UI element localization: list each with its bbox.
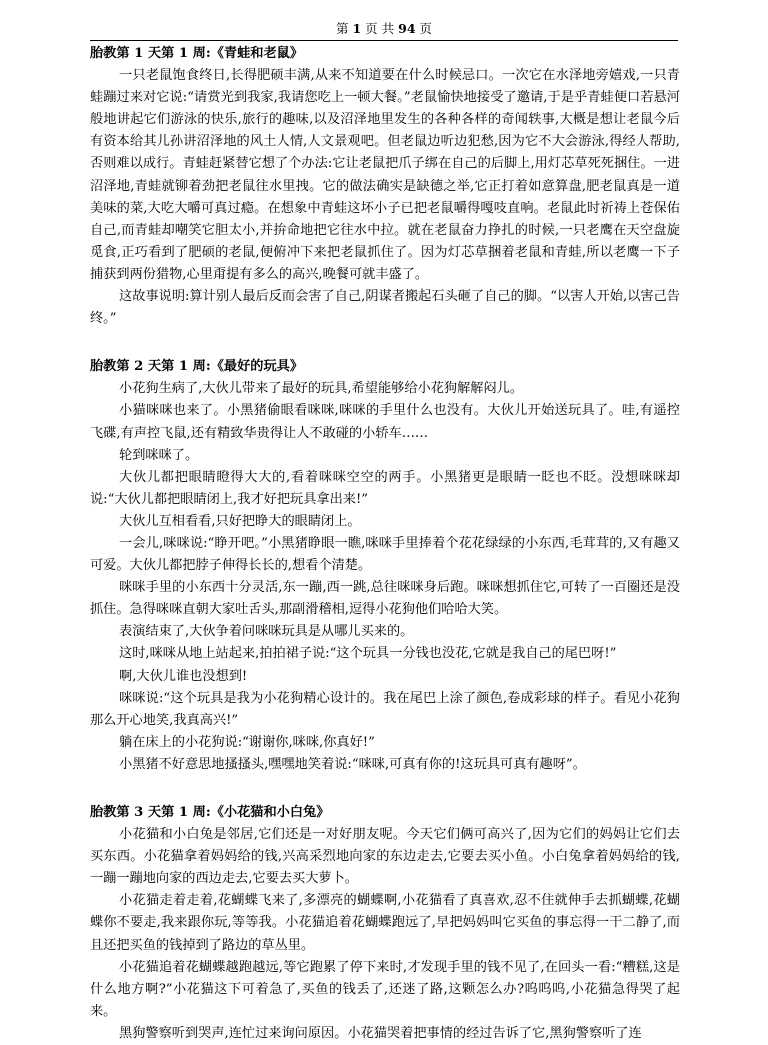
paragraph: 咪咪说:“这个玩具是我为小花狗精心设计的。我在尾巴上涂了颜色,卷成彩球的样子。看见小花狗那么开心地笑,我真高兴!” (90, 690, 680, 728)
section-gap (90, 776, 680, 802)
paragraph: 表演结束了,大伙争着问咪咪玩具是从哪儿买来的。 (119, 624, 414, 640)
page-total: 94 (398, 21, 416, 36)
section-title: 胎教第 2 天第 1 周:《最好的玩具》 (90, 359, 304, 375)
paragraph: 小花猫走着走着,花蝴蝶飞来了,多漂亮的蝴蝶啊,小花猫看了真喜欢,忍不住就伸手去抓蝴蝶,花蝴蝶你不要走,我来跟你玩,等等我。小花猫追着花蝴蝶跑远了,早把妈妈叫它买鱼的事忘得一干二静了,而且还把买鱼的钱掉到了路边的草丛里。 (90, 893, 680, 953)
paragraph: 轮到咪咪了。 (119, 447, 199, 463)
paragraph: 躺在床上的小花狗说:“谢谢你,咪咪,你真好!” (119, 734, 375, 750)
section-title: 胎教第 1 天第 1 周:《青蛙和老鼠》 (90, 46, 304, 61)
document-body (90, 43, 680, 1045)
paragraph: 啊,大伙儿谁也没想到! (119, 668, 248, 684)
paragraph: 大伙儿都把眼睛瞪得大大的,看着咪咪空空的两手。小黑猪更是眼睛一眨也不眨。没想咪咪却说:“大伙儿都把眼睛闭上,我才好把玩具拿出来!” (90, 469, 680, 507)
paragraph: 小黑猪不好意思地搔搔头,嘿嘿地笑着说:“咪咪,可真有你的!这玩具可真有趣呀”。 (119, 756, 586, 772)
paragraph: 小花猫追着花蝴蝶越跑越远,等它跑累了停下来时,才发现手里的钱不见了,在回头一看:“糟糕,这是什么地方啊?”小花猫这下可着急了,买鱼的钱丢了,还迷了路,这颗怎么办?呜呜呜,小花猫急得哭了起来。 (90, 959, 680, 1019)
paragraph: 大伙儿互相看看,只好把睁大的眼睛闭上。 (119, 513, 361, 529)
page-label-pre: 第 (335, 21, 349, 36)
paragraph: 小花狗生病了,大伙儿带来了最好的玩具,希望能够给小花狗解解闷儿。 (119, 381, 524, 397)
page-number: 1 (352, 21, 362, 36)
page-label-post: 页 (419, 21, 433, 36)
section-title: 胎教第 3 天第 1 周:《小花猫和小白兔》 (90, 805, 330, 820)
paragraph: 一只老鼠饱食终日,长得肥硕丰满,从来不知道要在什么时候忌口。一次它在水泽地旁嬉戏,一只青蛙蹦过来对它说:“请赏光到我家,我请您吃上一顿大餐。”老鼠愉快地接受了邀请,于是乎青蛙便口若悬河般地讲起它们游泳的快乐,旅行的趣味,以及沼泽地里发生的各种各样的奇闻轶事,大概是想让老鼠今后有资本给其儿孙讲沼泽地的风土人情,人文景观吧。但老鼠边听边犯愁,因为它不大会游泳,得经人帮助,否则难以成行。青蛙赶紧替它想了个办法:它让老鼠把爪子绑在自己的后脚上,用灯芯草死死捆住。一进沼泽地,青蛙就铆着劲把老鼠往水里拽。它的做法确实是缺德之举,它正打着如意算盘,肥老鼠真是一道美味的菜,大吃大嚼可真过瘾。在想象中青蛙这坏小子已把老鼠嚼得嘎吱直响。老鼠此时祈祷上苍保佑自己,而青蛙却嘲笑它胆太小,并拚命地把它往水中拉。就在老鼠奋力挣扎的时候,一只老鹰在天空盘旋觅食,正巧看到了肥硕的老鼠,便俯冲下来把老鼠抓住了。因为灯芯草捆着老鼠和青蛙,所以老鹰一下子捕获到两份猎物,心里甭提有多么的高兴,晚餐可就丰盛了。 (90, 68, 680, 282)
section-gap (90, 330, 680, 356)
paragraph: 咪咪手里的小东西十分灵活,东一蹦,西一跳,总往咪咪身后跑。咪咪想抓住它,可转了一百圈还是没抓住。急得咪咪直朝大家吐舌头,那副滑稽相,逗得小花狗他们哈哈大笑。 (90, 580, 680, 618)
paragraph: 这故事说明:算计别人最后反而会害了自己,阴谋者搬起石头砸了自己的脚。“以害人开始,以害己告终。” (90, 289, 680, 327)
page-header (90, 18, 678, 41)
paragraph: 小猫咪咪也来了。小黑猪偷眼看咪咪,咪咪的手里什么也没有。大伙儿开始送玩具了。哇,有遥控飞碟,有声控飞鼠,还有精致华贵得让人不敢碰的小轿车…… (90, 403, 680, 441)
paragraph: 这时,咪咪从地上站起来,拍拍裙子说:“这个玩具一分钱也没花,它就是我自己的尾巴呀!” (119, 646, 617, 662)
paragraph: 一会儿,咪咪说:“睁开吧。”小黑猪睁眼一瞧,咪咪手里捧着个花花绿绿的小东西,毛茸茸的,又有趣又可爱。大伙儿都把脖子伸得长长的,想看个清楚。 (90, 535, 680, 574)
paragraph: 小花猫和小白兔是邻居,它们还是一对好朋友呢。今天它们俩可高兴了,因为它们的妈妈让它们去买东西。小花猫拿着妈妈给的钱,兴高采烈地向家的东边走去,它要去买小鱼。小白兔拿着妈妈给的钱,一蹦一蹦地向家的西边走去,它要去买大萝卜。 (90, 827, 680, 887)
paragraph: 黑狗警察听到哭声,连忙过来询问原因。小花猫哭着把事情的经过告诉了它,黑狗警察听了连 (119, 1025, 642, 1041)
page-label-mid: 页 共 (365, 21, 395, 36)
